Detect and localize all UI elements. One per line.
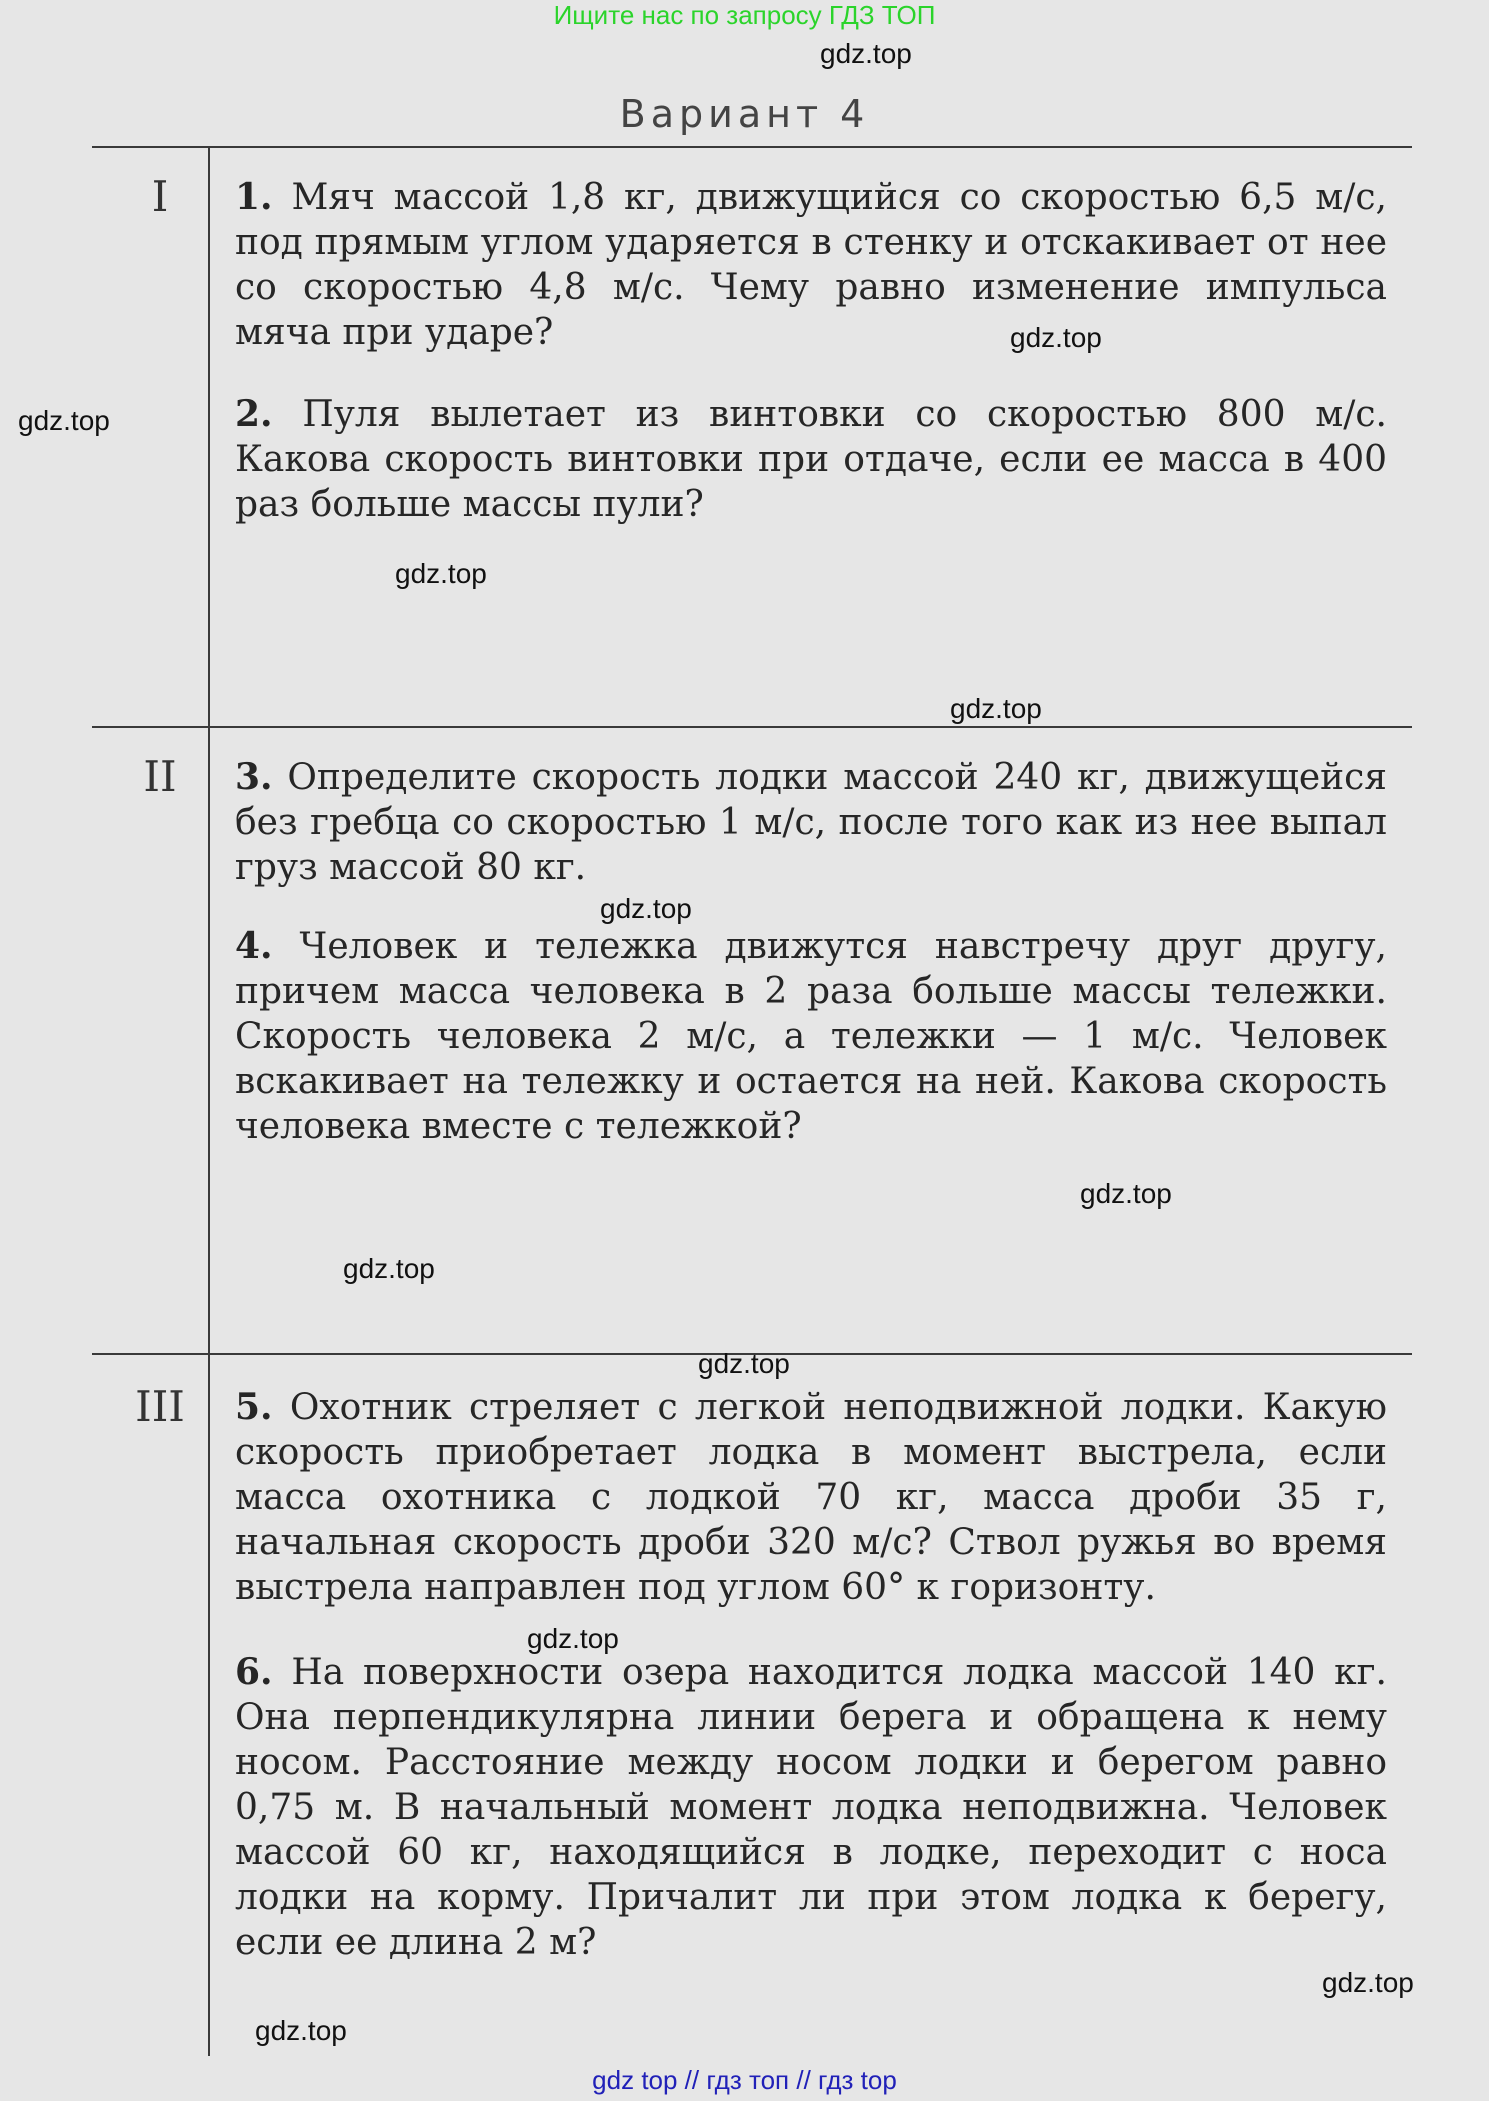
- problem-text: На поверхности озера находится лодка массой 140 кг. Она перпендикулярна линии берега и обращена к нему носом. Расстояние между носом лодки и берегом равно 0,75 м. В начальный момент лодка неподвижна. Человек массой 60 кг, находящийся в лодке, переходит с носа лодки на корму. Причалит ли при этом лодка к берегу, если ее длина 2 м?: [235, 1652, 1387, 1963]
- table-column-divider: [208, 146, 210, 2056]
- watermark: gdz.top: [527, 1623, 619, 1654]
- problem-number: 4.: [235, 925, 273, 967]
- page-title: Вариант 4: [619, 92, 870, 136]
- watermark: gdz.top: [600, 893, 692, 924]
- problem-text: Пуля вылетает из винтовки со скоростью 800 м/с. Какова скорость винтовки при отдаче, если ее масса в 400 раз больше массы пули?: [235, 394, 1387, 525]
- watermark: gdz.top: [18, 405, 110, 436]
- section-level-3: III: [135, 1382, 185, 1431]
- problem-4: [235, 924, 1387, 1149]
- table-top-border: [92, 146, 1412, 148]
- problem-5: [235, 1385, 1387, 1610]
- problem-number: 2.: [235, 393, 273, 435]
- problem-text: Человек и тележка движутся навстречу друг другу, причем масса человека в 2 раза больше массы тележки. Скорость человека 2 м/с, а тележки — 1 м/с. Человек вскакивает на тележку и остается на ней. Какова скорость человека вместе с тележкой?: [235, 926, 1387, 1147]
- problem-number: 6.: [235, 1651, 273, 1693]
- watermark: gdz.top: [255, 2015, 347, 2046]
- watermark: gdz.top: [698, 1348, 790, 1379]
- watermark: gdz.top: [343, 1253, 435, 1284]
- problem-text: Определите скорость лодки массой 240 кг, движущейся без гребца со скоростью 1 м/с, после того как из нее выпал груз массой 80 кг.: [235, 757, 1387, 888]
- problem-1: [235, 175, 1387, 355]
- footer-links[interactable]: gdz top // гдз топ // гдз top: [592, 2065, 897, 2095]
- problem-number: 1.: [235, 176, 273, 218]
- watermark: gdz.top: [1010, 322, 1102, 353]
- problem-text: Мяч массой 1,8 кг, движущийся со скоростью 6,5 м/с, под прямым углом ударяется в стенку и отскакивает от нее со скоростью 4,8 м/с. Чему равно изменение импульса мяча при ударе?: [235, 177, 1387, 353]
- problem-number: 3.: [235, 756, 273, 798]
- watermark: gdz.top: [395, 558, 487, 589]
- problem-number: 5.: [235, 1386, 273, 1428]
- watermark: gdz.top: [1322, 1967, 1414, 1998]
- section-level-1: I: [151, 172, 169, 221]
- watermark: gdz.top: [820, 38, 912, 69]
- watermark: gdz.top: [950, 693, 1042, 724]
- watermark: gdz.top: [1080, 1178, 1172, 1209]
- problem-text: Охотник стреляет с легкой неподвижной лодки. Какую скорость приобретает лодка в момент выстрела, если масса охотника с лодкой 70 кг, масса дроби 35 г, начальная скорость дроби 320 м/с? Ствол ружья во время выстрела направлен под углом 60° к горизонту.: [235, 1387, 1387, 1608]
- top-banner[interactable]: Ищите нас по запросу ГДЗ ТОП: [553, 0, 936, 30]
- section-divider-1: [92, 726, 1412, 728]
- problem-2: [235, 392, 1387, 527]
- section-level-2: II: [143, 752, 177, 801]
- problem-6: [235, 1650, 1387, 1965]
- problem-3: [235, 755, 1387, 890]
